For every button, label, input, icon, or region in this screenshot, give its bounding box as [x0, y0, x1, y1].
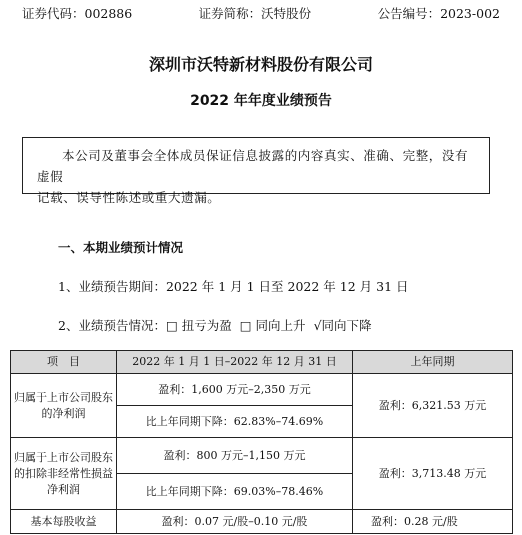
- table-row: [11, 438, 513, 474]
- stock-code: 证券代码：002886: [22, 6, 133, 21]
- cell-prior-profit: 盈利：3,713.48 万元: [353, 438, 513, 510]
- header-item: 项 目: [11, 351, 117, 374]
- row-item-eps: 基本每股收益: [11, 510, 117, 534]
- table-header-row: [11, 351, 513, 374]
- row-item-deducted-profit: 归属于上市公司股东的扣除非经常性损益净利润: [11, 438, 117, 510]
- section-heading: 一、本期业绩预计情况: [58, 240, 184, 255]
- forecast-table: [10, 350, 513, 534]
- document-title: 2022 年年度业绩预告: [190, 93, 332, 109]
- disclaimer-line-2: 记载、误导性陈述或重大遗漏。: [37, 190, 221, 205]
- cell-current-profit: 盈利：800 万元–1,150 万元: [117, 438, 353, 474]
- table-row: [11, 510, 513, 534]
- stock-short-name: 证券简称：沃特股份: [198, 6, 312, 21]
- row-item-net-profit: 归属于上市公司股东的净利润: [11, 374, 117, 438]
- table-row: [11, 374, 513, 406]
- cell-current-eps: 盈利：0.07 元/股–0.10 元/股: [117, 510, 353, 534]
- header-prior-period: 上年同期: [353, 351, 513, 374]
- forecast-type-line: [58, 316, 380, 334]
- option-turnaround: □ 扭亏为盈: [165, 318, 232, 333]
- forecast-period: 1、业绩预告期间：2022 年 1 月 1 日至 2022 年 12 月 31 日: [58, 279, 409, 294]
- disclaimer-box: [22, 137, 490, 205]
- header-current-period: 2022 年 1 月 1 日–2022 年 12 月 31 日: [117, 351, 353, 374]
- forecast-type-label: 2、业绩预告情况：: [58, 318, 166, 333]
- cell-current-change: 比上年同期下降：69.03%–78.46%: [117, 474, 353, 510]
- option-decrease-checked: √同向下降: [313, 318, 372, 333]
- cell-prior-profit: 盈利：6,321.53 万元: [353, 374, 513, 438]
- announcement-number: 公告编号：2023-002: [377, 6, 500, 21]
- announcement-header: [22, 4, 500, 22]
- company-name: 深圳市沃特新材料股份有限公司: [148, 55, 373, 74]
- cell-prior-eps: 盈利：0.28 元/股: [353, 510, 513, 534]
- disclaimer-line-1: 本公司及董事会全体成员保证信息披露的内容真实、准确、完整，没有虚假: [37, 148, 469, 184]
- cell-current-profit: 盈利：1,600 万元–2,350 万元: [117, 374, 353, 406]
- option-increase: □ 同向上升: [239, 318, 306, 333]
- cell-current-change: 比上年同期下降：62.83%–74.69%: [117, 406, 353, 438]
